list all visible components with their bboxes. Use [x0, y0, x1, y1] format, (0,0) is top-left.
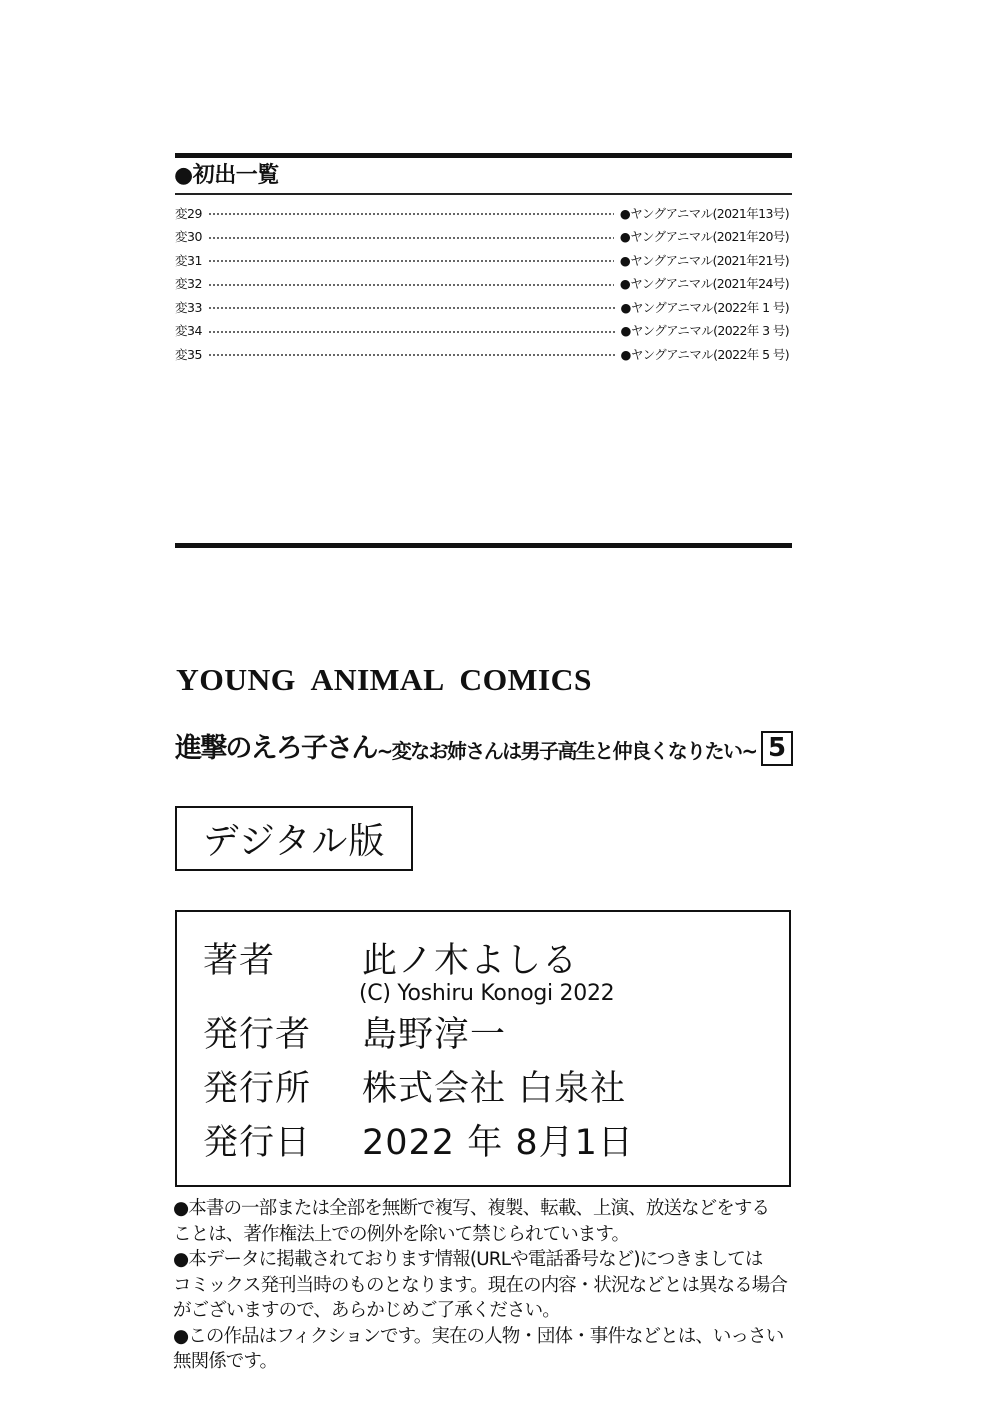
top-thick-rule	[175, 153, 792, 158]
first-appearance-heading: ●初出一覧	[174, 163, 279, 188]
first-appearance-list	[175, 201, 789, 366]
notice-line: ●本書の一部または全部を無断で複写、複製、転載、上演、放送などをする	[173, 1198, 770, 1219]
colophon-row-publishing-house	[203, 1069, 626, 1109]
heading-underline	[175, 193, 792, 195]
list-item	[175, 319, 789, 343]
colophon-row-author	[203, 941, 578, 981]
colophon-label: 著者	[203, 941, 276, 981]
notice-line: ことは、著作権法上での例外を除いて禁じられています。	[173, 1223, 630, 1245]
list-item	[175, 201, 789, 225]
dot-leader	[208, 213, 614, 215]
dot-leader	[208, 307, 615, 309]
source-label: ●ヤングアニマル(2021年21号)	[619, 252, 789, 268]
colophon-value: 島野淳一	[362, 1015, 507, 1055]
book-title	[175, 730, 757, 766]
dot-leader	[208, 354, 615, 356]
imprint-label: YOUNG ANIMAL COMICS	[176, 662, 592, 697]
dot-leader	[208, 331, 615, 333]
source-label: ●ヤングアニマル(2022年 5 号)	[620, 346, 789, 362]
digital-edition-badge	[175, 806, 413, 871]
dot-leader	[208, 260, 614, 262]
copyright-notice: (C) Yoshiru Konogi 2022	[359, 981, 615, 1006]
colophon-value: 株式会社 白泉社	[362, 1069, 627, 1109]
source-label: ●ヤングアニマル(2021年20号)	[619, 229, 789, 245]
notice-line: コミックス発刊当時のものとなります。現在の内容・状況などとは異なる場合	[173, 1274, 787, 1296]
legal-notices	[173, 1196, 813, 1375]
chapter-label: 変35	[175, 346, 202, 362]
colophon-label: 発行所	[203, 1069, 312, 1109]
chapter-label: 変31	[175, 252, 202, 268]
notice-line: 無関係です。	[173, 1351, 278, 1372]
dot-leader	[208, 237, 614, 239]
chapter-label: 変30	[175, 229, 202, 245]
list-item	[175, 272, 789, 296]
colophon-value: 2022 年 8月1日	[362, 1123, 634, 1163]
source-label: ●ヤングアニマル(2022年 1 号)	[620, 299, 789, 315]
colophon-box	[175, 910, 791, 1187]
list-item	[175, 342, 789, 366]
volume-number-badge: 5	[761, 731, 793, 766]
colophon-label: 発行日	[203, 1123, 312, 1163]
list-item	[175, 225, 789, 249]
dot-leader	[208, 284, 614, 286]
notice-line: ●本データに掲載されております情報(URLや電話番号など)につきましては	[173, 1249, 763, 1270]
chapter-label: 変33	[175, 299, 202, 315]
notice-line: ●この作品はフィクションです。実在の人物・団体・事件などとは、いっさい	[173, 1325, 784, 1347]
notice-line: がございますので、あらかじめご了承ください。	[173, 1300, 560, 1321]
source-label: ●ヤングアニマル(2021年13号)	[619, 205, 789, 221]
colophon-label: 発行者	[203, 1015, 312, 1055]
colophon-value: 此ノ木よしる	[362, 941, 579, 981]
source-label: ●ヤングアニマル(2022年 3 号)	[620, 323, 789, 339]
list-item	[175, 295, 789, 319]
digital-edition-label: デジタル版	[202, 821, 386, 862]
source-label: ●ヤングアニマル(2021年24号)	[619, 276, 789, 292]
colophon-row-publisher	[203, 1015, 506, 1055]
chapter-label: 変34	[175, 323, 202, 339]
book-title-subtitle: ~変なお姉さんは男子高生と仲良くなりたい~	[376, 739, 757, 763]
book-title-main: 進撃のえろ子さん	[175, 733, 377, 764]
chapter-label: 変29	[175, 205, 202, 221]
colophon-row-publish-date	[203, 1123, 634, 1163]
section-divider-rule	[175, 543, 792, 548]
list-item	[175, 248, 789, 272]
chapter-label: 変32	[175, 276, 202, 292]
